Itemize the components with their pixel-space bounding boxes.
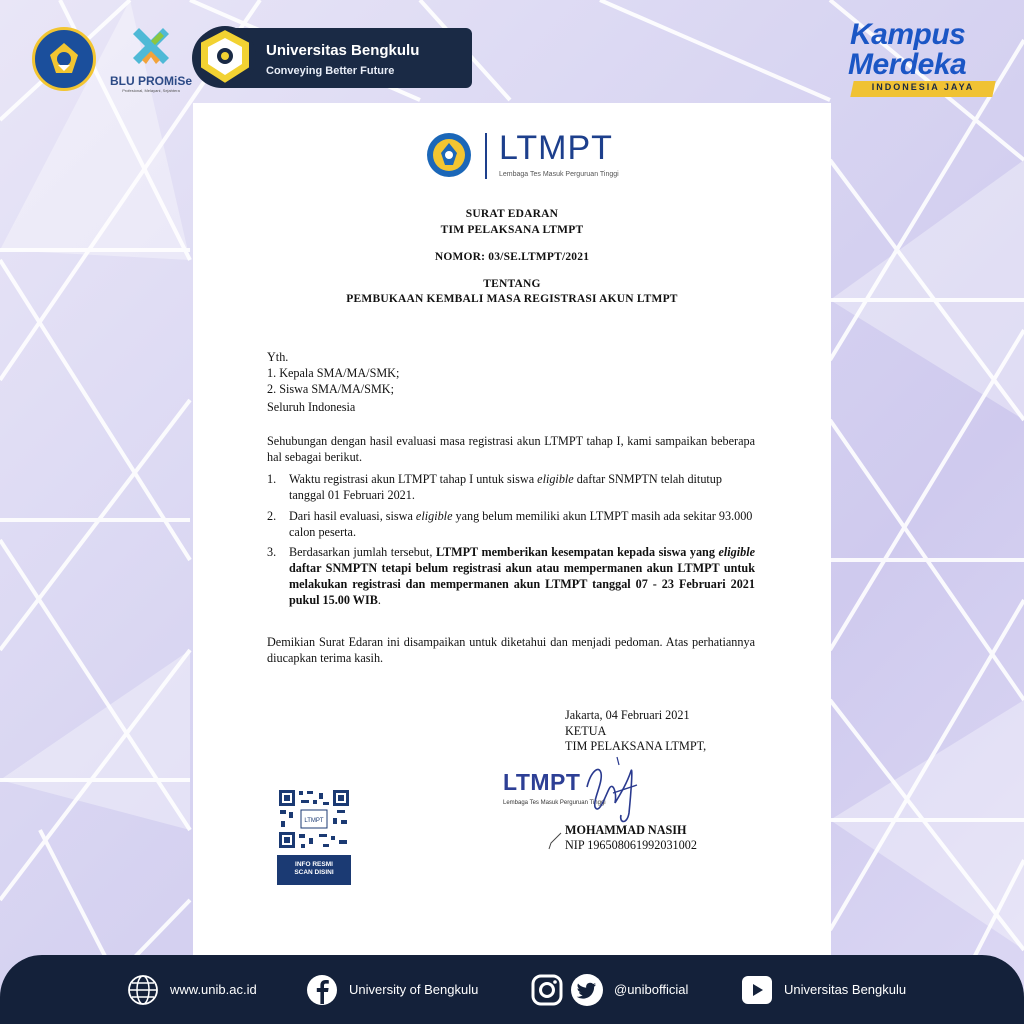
kampus-line2: Merdeka: [848, 48, 967, 81]
website-link[interactable]: www.unib.ac.id: [170, 982, 257, 997]
closing-paragraph: Demikian Surat Edaran ini disampaikan untuk diketahui dan menjadi pedoman. Atas perhatiannya diucapkan terima kasih.: [267, 635, 755, 665]
point-2-number: 2.: [267, 509, 277, 523]
letter-heading2: TIM PELAKSANA LTMPT: [440, 224, 584, 236]
qr-label: [277, 855, 351, 885]
twitter-icon[interactable]: [570, 973, 604, 1007]
intro-paragraph: Sehubungan dengan hasil evaluasi masa registrasi akun LTMPT tahap I, kami sampaikan beberapa hal sebagai berikut.: [267, 434, 755, 464]
logo-separator: [485, 133, 487, 179]
ltmpt-emblem-icon: [425, 131, 473, 179]
footer-youtube[interactable]: [740, 955, 906, 1024]
stamp-wordmark: LTMPT: [503, 769, 581, 795]
ltmpt-wordmark: LTMPT: [499, 129, 613, 167]
social-handle[interactable]: @unibofficial: [614, 982, 689, 997]
facebook-icon[interactable]: [305, 973, 339, 1007]
kampus-merdeka-logo: [846, 18, 996, 102]
recipient-yth: Yth.: [267, 350, 289, 364]
point-2-text: Dari hasil evaluasi, siswa eligible yang belum memiliki akun LTMPT masih ada sekitar 93.000 calon peserta.: [289, 509, 753, 539]
footer-social[interactable]: [530, 955, 688, 1024]
recipient-2: 2. Siswa SMA/MA/SMK;: [267, 382, 394, 396]
recipient-3: Seluruh Indonesia: [267, 400, 356, 414]
qr-code-block[interactable]: [277, 788, 351, 882]
letter-subject: PEMBUKAAN KEMBALI MASA REGISTRASI AKUN LTMPT: [346, 293, 678, 305]
handwritten-signature: [575, 753, 655, 833]
signoff-place-date: Jakarta, 04 Februari 2021: [565, 708, 690, 722]
youtube-icon[interactable]: [740, 973, 774, 1007]
tut-wuri-handayani-logo: [32, 27, 96, 91]
facebook-link[interactable]: University of Bengkulu: [349, 982, 479, 997]
footer-website[interactable]: [126, 955, 257, 1024]
unib-title: Universitas Bengkulu: [266, 42, 420, 59]
point-3-text: Berdasarkan jumlah tersebut, LTMPT memberikan kesempatan kepada siswa yang eligible daftar SNMPTN tetapi belum registrasi akun atau mempermanen akun LTMPT untuk melakukan registrasi dan mempermanen akun LTMPT tanggal 07 - 23 Februari 2021 pukul 15.00 WIB.: [289, 545, 755, 607]
unib-shield-logo: [192, 24, 258, 90]
recipient-1: 1. Kepala SMA/MA/SMK;: [267, 366, 400, 380]
letter-paper: [193, 103, 831, 955]
signoff-name: MOHAMMAD NASIH: [565, 823, 687, 837]
qr-code-icon[interactable]: [277, 788, 351, 850]
point-3-number: 3.: [267, 545, 277, 559]
letter-heading1: SURAT EDARAN: [465, 208, 559, 220]
qr-label-line2: SCAN DISINI: [294, 869, 334, 876]
letter-about: TENTANG: [483, 278, 541, 290]
kampus-line3: INDONESIA JAYA: [871, 82, 975, 92]
point-1-number: 1.: [267, 472, 277, 486]
qr-label-line1: INFO RESMI: [295, 861, 333, 868]
header-logos: [32, 22, 196, 96]
ltmpt-logo: [423, 129, 623, 185]
kampus-line1: Kampus: [850, 18, 966, 51]
signoff-nip: NIP 196508061992031002: [565, 838, 697, 852]
footer-facebook[interactable]: [305, 955, 478, 1024]
ltmpt-tagline: Lembaga Tes Masuk Perguruan Tinggi: [499, 171, 619, 178]
footer-bar: [0, 955, 1024, 1024]
instagram-icon[interactable]: [530, 973, 564, 1007]
letter-number: NOMOR: 03/SE.LTMPT/2021: [434, 251, 590, 263]
signoff-title2: TIM PELAKSANA LTMPT,: [565, 739, 707, 753]
stamp-tagline: Lembaga Tes Masuk Perguruan Tinggi: [503, 800, 606, 806]
point-1-text: Waktu registrasi akun LTMPT tahap I untuk siswa eligible daftar SNMPTN telah ditutup tanggal 01 Februari 2021.: [289, 472, 722, 502]
blu-sub-label: Profesional, Melayani, Sejahtera: [122, 88, 180, 93]
pen-mark-icon: [545, 831, 565, 851]
blu-label: BLU PROMiSe: [109, 74, 192, 88]
signoff-title1: KETUA: [565, 724, 607, 738]
unib-tagline: Conveying Better Future: [266, 65, 395, 77]
svg-text:LTMPT: LTMPT: [304, 818, 324, 824]
blu-promise-logo: [106, 22, 196, 96]
youtube-link[interactable]: Universitas Bengkulu: [784, 982, 907, 997]
globe-icon: [126, 973, 160, 1007]
